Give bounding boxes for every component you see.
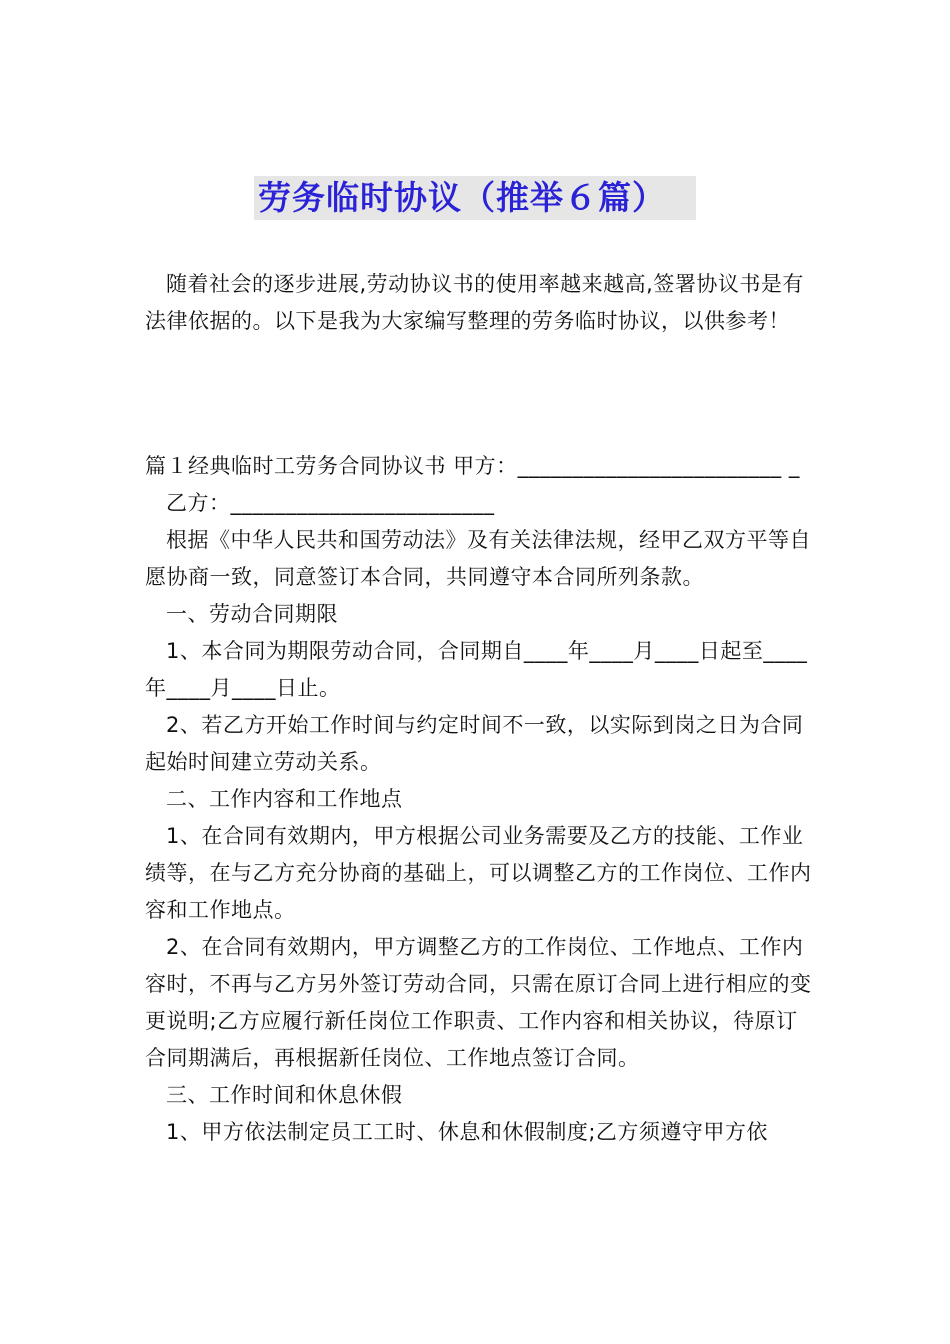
party-b-line: 乙方：________________________ (166, 491, 495, 515)
intro-section (145, 266, 815, 340)
title-wrap (0, 176, 950, 220)
clause-1-1: 1、本合同为期限劳动合同，合同期自____年____月____日起至____年____月____日止。 (145, 639, 808, 700)
document-title: 劳务临时协议（推举６篇） (254, 176, 696, 220)
clause-1-2: 2、若乙方开始工作时间与约定时间不一致，以实际到岗之日为合同起始时间建立劳动关系。 (145, 713, 804, 774)
section-heading-hours: 三、工作时间和休息休假 (166, 1083, 403, 1107)
intro-paragraph: 随着社会的逐步进展,劳动协议书的使用率越来越高,签署协议书是有法律依据的。以下是我为大家编写整理的劳务临时协议，以供参考！ (145, 272, 804, 333)
clause-3-1: 1、甲方依法制定员工工时、休息和休假制度;乙方须遵守甲方依 (166, 1120, 768, 1144)
clause-2-2: 2、在合同有效期内，甲方调整乙方的工作岗位、工作地点、工作内容时，不再与乙方另外签订劳动合同，只需在原订合同上进行相应的变更说明;乙方应履行新任岗位工作职责、工作内容和相关协议，待原订合同期满后，再根据新任岗位、工作地点签订合同。 (145, 935, 812, 1070)
section-heading-work: 二、工作内容和工作地点 (166, 787, 403, 811)
contract-section (145, 448, 815, 1151)
clause-2-1: 1、在合同有效期内，甲方根据公司业务需要及乙方的技能、工作业绩等，在与乙方充分协商的基础上，可以调整乙方的工作岗位、工作内容和工作地点。 (145, 824, 812, 922)
section-heading-term: 一、劳动合同期限 (166, 602, 338, 626)
contract-heading-parties: 篇１经典临时工劳务合同协议书 甲方：________________________ _ (145, 454, 800, 478)
preamble-paragraph: 根据《中华人民共和国劳动法》及有关法律法规，经甲乙双方平等自愿协商一致，同意签订本合同，共同遵守本合同所列条款。 (145, 528, 811, 589)
